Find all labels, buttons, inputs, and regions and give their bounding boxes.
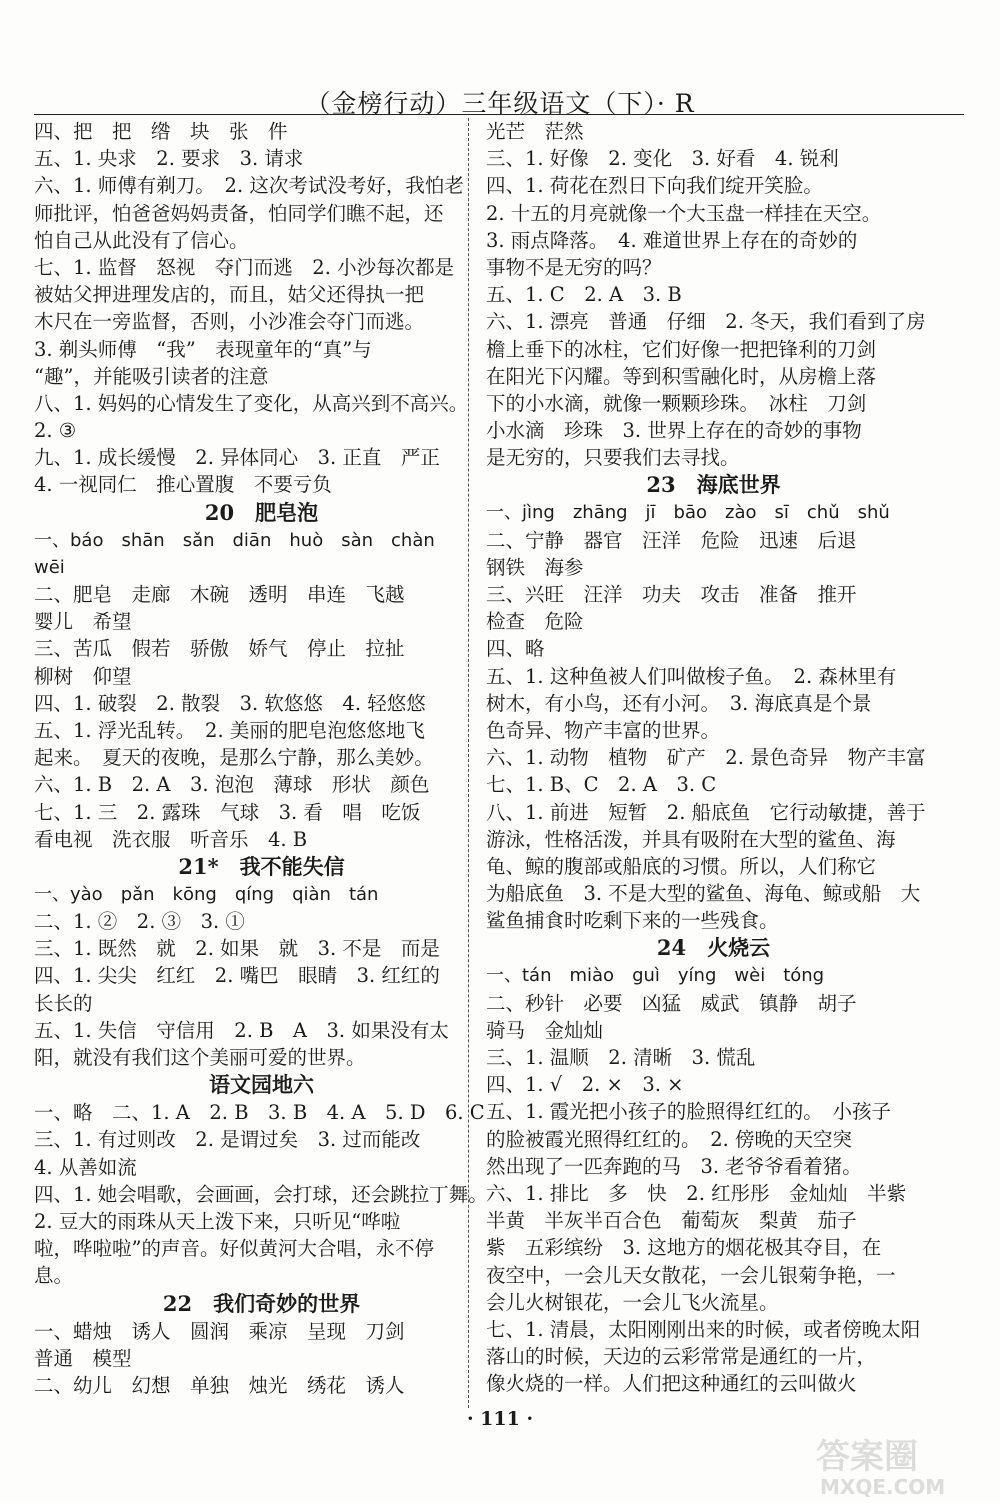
answer-line: 一、jìng zhāng jī bāo zào sī chǔ shǔ [486, 502, 890, 524]
answer-line: 三、1. 有过则改 2. 是谓过矣 3. 过而能改 [34, 1128, 421, 1152]
answer-line: 柳树 仰望 [34, 664, 132, 688]
answer-line: 会儿火树银花，一会儿飞火流星。 [486, 1290, 779, 1314]
answer-line: 七、1. 清晨，太阳刚刚出来的时候，或者傍晚太阳 [486, 1317, 921, 1341]
answer-line: 一、略 二、1. A 2. B 3. B 4. A 5. D 6. C [34, 1101, 485, 1125]
section-title: 23 海底世界 [646, 472, 781, 498]
answer-line: 游泳，性格活泼，并具有吸附在大型的鲨鱼、海 [486, 827, 896, 851]
answer-line: 阳，就没有我们这个美丽可爱的世界。 [34, 1046, 366, 1069]
answer-line: 夜空中，一会儿天女散花，一会儿银菊争艳，一 [486, 1263, 896, 1287]
answer-line: 三、1. 既然 就 2. 如果 就 3. 不是 而是 [34, 937, 440, 961]
answer-line: 七、1. B、C 2. A 3. C [486, 773, 717, 797]
answer-line: 五、1. 霞光把小孩子的脸照得红红的。 小孩子 [486, 1100, 892, 1124]
answer-line: 3. 雨点降落。 4. 难道世界上存在的奇妙的 [486, 228, 858, 252]
section-title: 22 我们奇妙的世界 [162, 1290, 361, 1316]
answer-line: 在阳光下闪耀。等到积雪融化时，从房檐上落 [486, 364, 877, 388]
answer-line: 五、1. 这种鱼被人们叫做梭子鱼。 2. 森林里有 [486, 664, 897, 688]
answer-line: 七、1. 三 2. 露珠 气球 3. 看 唱 吃饭 [34, 800, 421, 824]
answer-line: 一、yào pǎn kōng qíng qiàn tán [34, 883, 379, 905]
page-header-title: （金榜行动）三年级语文（下）· R [305, 89, 695, 118]
answer-line: 光芒 茫然 [486, 120, 584, 143]
answer-line: wēi [34, 556, 65, 578]
answer-line: 八、1. 妈妈的心情发生了变化，从高兴到不高兴。 [34, 391, 469, 415]
answer-line: 4. 一视同仁 推心置腹 不要亏负 [34, 473, 332, 497]
answer-line: 四、1. 破裂 2. 散裂 3. 软悠悠 4. 轻悠悠 [34, 691, 426, 715]
page-number: · 111 · [466, 1408, 534, 1430]
svg-text:MXQE.COM: MXQE.COM [820, 1475, 946, 1498]
answer-line: 啦，哗啦啦”的声音。好似黄河大合唱，永不停 [34, 1237, 434, 1261]
answer-line: 落山的时候，天边的云彩常常是通红的一片， [486, 1345, 877, 1369]
answer-line: 被姑父押进理发店的，而且，姑父还得执一把 [34, 283, 425, 307]
answer-line: 木尺在一旁监督，否则，小沙准会夺门而逃。 [34, 310, 425, 334]
answer-line: 骑马 金灿灿 [486, 1018, 604, 1042]
header-rule [34, 114, 964, 115]
answer-line: 六、1. 师傅有剃刀。 2. 这次考试没考好，我怕老 [34, 174, 464, 198]
answer-line: 树木，有小鸟，还有小河。 3. 海底真是个景 [486, 691, 872, 715]
answer-line: 三、1. 温顺 2. 清晰 3. 慌乱 [486, 1046, 756, 1069]
answer-line: 3. 剃头师傅 “我” 表现童年的“真”与 [34, 337, 372, 361]
answer-line: 2. 十五的月亮就像一个大玉盘一样挂在天空。 [486, 201, 882, 225]
answer-line: 一、蜡烛 诱人 圆润 乘凉 呈现 刀剑 [34, 1319, 405, 1343]
answer-line: 二、宁静 器官 汪洋 危险 迅速 后退 [486, 528, 857, 552]
answer-line: 4. 从善如流 [34, 1155, 137, 1179]
answer-line: 一、báo shān sǎn diān huò sàn chàn [34, 529, 435, 551]
answer-line: 五、1. 央求 2. 要求 3. 请求 [34, 147, 304, 171]
answer-line: 事物不是无穷的吗？ [486, 255, 662, 279]
answer-line: 六、1. 排比 多 快 2. 红彤彤 金灿灿 半紫 [486, 1181, 907, 1205]
left-column [34, 118, 489, 1399]
answer-line: 2. 豆大的雨珠从天上泼下来，只听见“哗啦 [34, 1209, 401, 1233]
answer-line: 五、1. C 2. A 3. B [486, 283, 682, 307]
answer-line: 然出现了一匹奔跑的马 3. 老爷爷看着猪。 [486, 1154, 862, 1178]
answer-line: 起来。 夏天的夜晚，是那么宁静，那么美妙。 [34, 746, 434, 770]
answer-line: “趣”，并能吸引读者的注意 [34, 364, 269, 388]
answer-line: 鲨鱼捕食时吃剩下来的一些残食。 [486, 909, 779, 933]
answer-line: 小水滴 珍珠 3. 世界上存在的奇妙的事物 [486, 419, 862, 443]
answer-line: 四、1. 尖尖 红红 2. 嘴巴 眼睛 3. 红红的 [34, 964, 440, 988]
right-column [486, 118, 941, 1397]
answer-line: 五、1. 失信 守信用 2. B A 3. 如果没有太 [34, 1018, 449, 1042]
answer-line: 四、1. 她会唱歌，会画画，会打球，还会跳拉丁舞。 [34, 1182, 488, 1206]
answer-line: 的脸被霞光照得红红的。 2. 傍晚的天空突 [486, 1127, 853, 1151]
answer-line: 二、幼儿 幻想 单独 烛光 绣花 诱人 [34, 1373, 405, 1397]
answer-line: 六、1. B 2. A 3. 泡泡 薄球 形状 颜色 [34, 773, 430, 797]
answer-line: 四、把 把 绺 块 张 件 [34, 120, 288, 143]
answer-line: 龟、鲸的腹部或船底的习惯。所以，人们称它 [486, 854, 877, 878]
section-title: 21* 我不能失信 [178, 853, 345, 879]
answer-line: 普通 模型 [34, 1346, 132, 1370]
answer-line: 长长的 [34, 991, 93, 1015]
answer-line: 是无穷的，只要我们去寻找。 [486, 446, 740, 470]
answer-line: 婴儿 希望 [34, 610, 132, 634]
answer-line: 五、1. 浮光乱转。 2. 美丽的肥皂泡悠悠地飞 [34, 718, 425, 742]
answer-line: 像火烧的一样。人们把这种通红的云叫做火 [486, 1372, 857, 1396]
answer-line: 七、1. 监督 怒视 夺门而逃 2. 小沙每次都是 [34, 255, 455, 279]
answer-line: 色奇异、物产丰富的世界。 [486, 718, 721, 742]
answer-line: 下的小水滴，就像一颗颗珍珠。 冰柱 刀剑 [486, 391, 867, 415]
answer-line: 八、1. 前进 短暂 2. 船底鱼 它行动敏捷，善于 [486, 800, 926, 824]
column-divider [468, 118, 469, 1408]
section-title: 语文园地六 [209, 1072, 314, 1098]
answer-line: 检查 危险 [486, 610, 584, 634]
answer-line: 二、1. ② 2. ③ 3. ① [34, 910, 245, 934]
answer-line: 2. ③ [34, 419, 77, 443]
answer-line: 三、苦瓜 假若 骄傲 娇气 停止 拉扯 [34, 637, 405, 661]
answer-line: 四、1. √ 2. × 3. × [486, 1073, 684, 1097]
answer-line: 怕自己从此没有了信心。 [34, 228, 249, 252]
answer-line: 紫 五彩缤纷 3. 这地方的烟花极其夺目，在 [486, 1236, 882, 1260]
answer-line: 九、1. 成长缓慢 2. 异体同心 3. 正直 严正 [34, 446, 440, 470]
answer-line: 一、tán miào guì yíng wèi tóng [486, 965, 825, 987]
answer-line: 二、肥皂 走廊 木碗 透明 串连 飞越 [34, 583, 405, 606]
answer-line: 为船底鱼 3. 不是大型的鲨鱼、海龟、鲸或船 大 [486, 882, 921, 906]
answer-line: 二、秒针 必要 凶猛 威武 镇静 胡子 [486, 991, 857, 1015]
section-title: 20 肥皂泡 [204, 499, 319, 525]
answer-line: 六、1. 动物 植物 矿产 2. 景色奇异 物产丰富 [486, 746, 926, 770]
answer-line: 三、1. 好像 2. 变化 3. 好看 4. 锐利 [486, 147, 839, 171]
answer-line: 四、1. 荷花在烈日下向我们绽开笑脸。 [486, 174, 823, 198]
answer-line: 看电视 洗衣服 听音乐 4. B [34, 827, 308, 851]
answer-line: 师批评，怕爸爸妈妈责备，怕同学们瞧不起，还 [34, 201, 444, 225]
answer-line: 六、1. 漂亮 普通 仔细 2. 冬天，我们看到了房 [486, 310, 926, 334]
answer-line: 四、略 [486, 637, 545, 661]
answer-line: 息。 [34, 1264, 74, 1288]
answer-line: 钢铁 海参 [486, 555, 584, 579]
section-title: 24 火烧云 [656, 935, 771, 961]
svg-text:答案圈: 答案圈 [816, 1437, 918, 1477]
answer-line: 三、兴旺 汪洋 功夫 攻击 准备 推开 [486, 583, 857, 606]
watermark-logo [812, 1432, 987, 1498]
answer-line: 半黄 半灰半百合色 葡萄灰 梨黄 茄子 [486, 1209, 857, 1233]
answer-line: 檐上垂下的冰柱，它们好像一把把锋利的刀剑 [486, 337, 877, 361]
